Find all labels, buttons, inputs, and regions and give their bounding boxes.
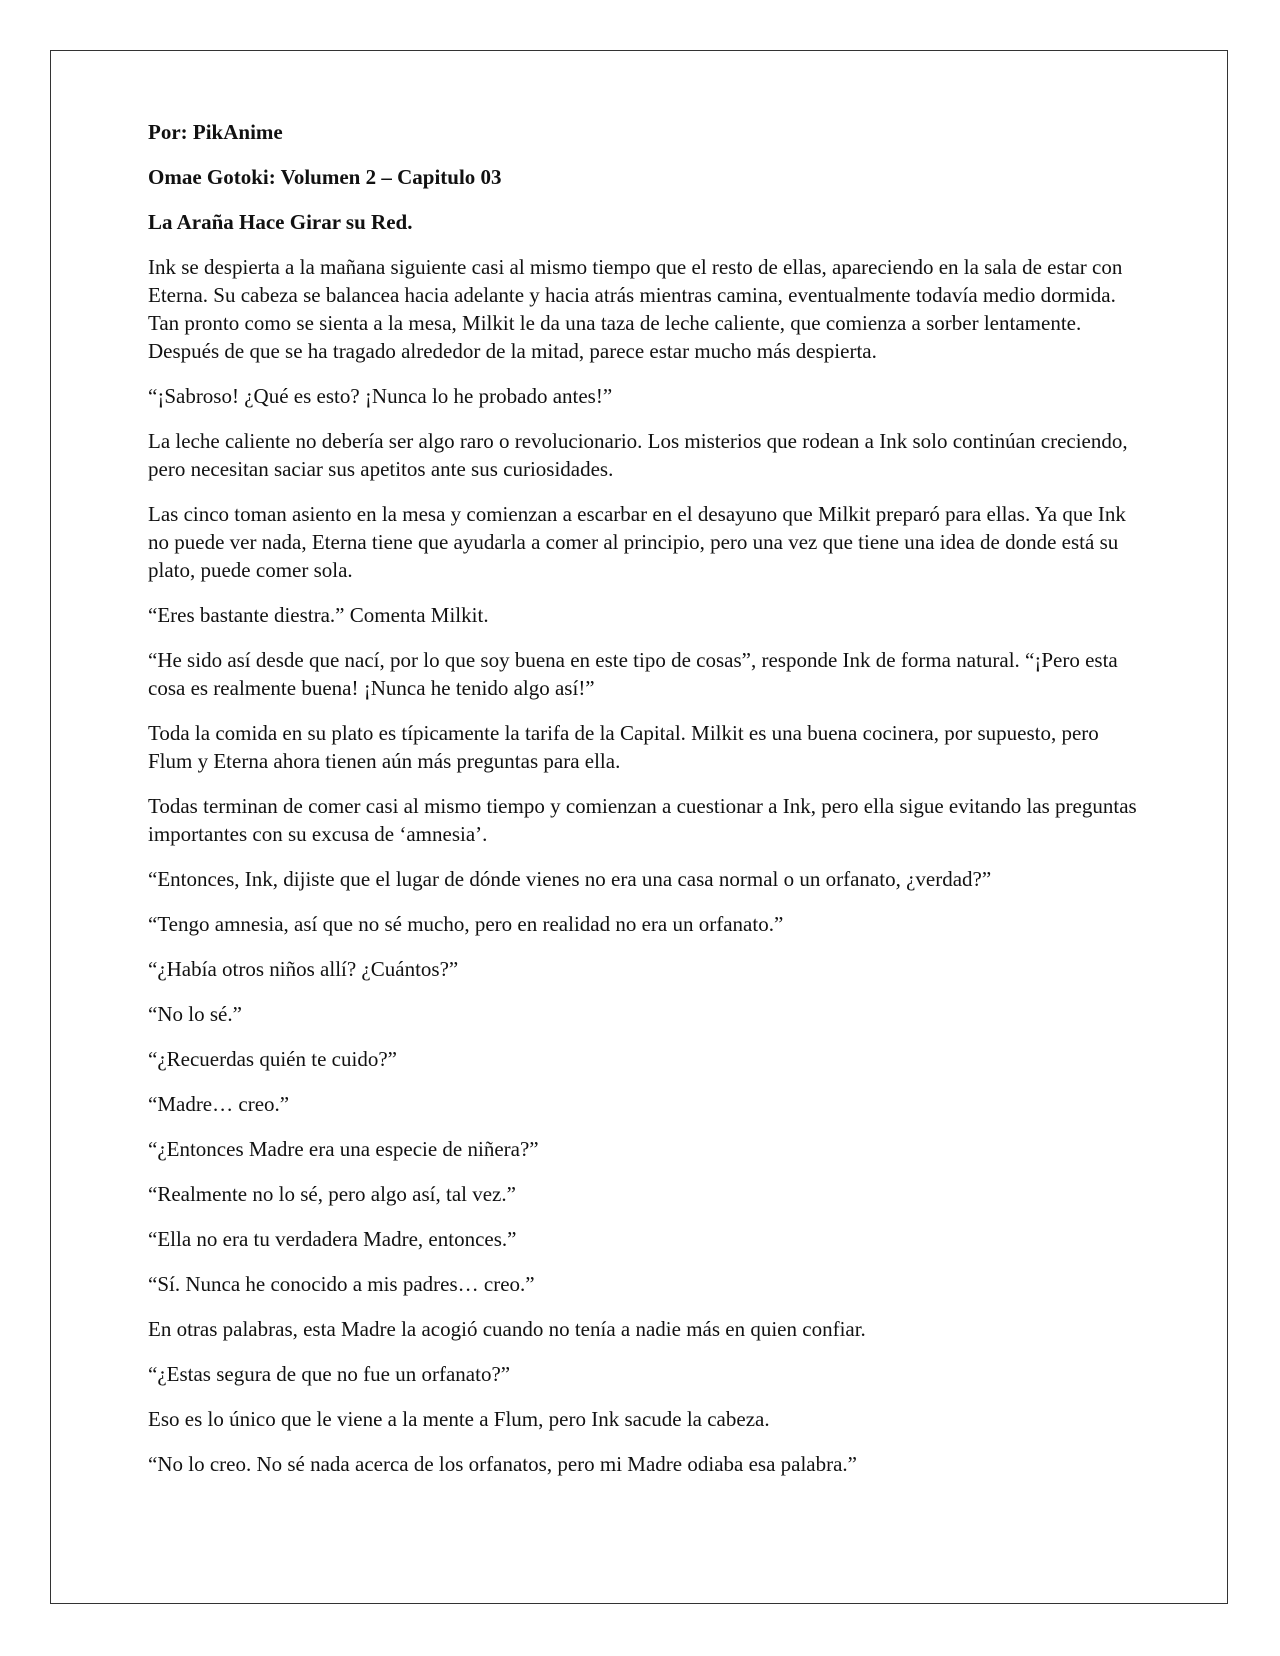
paragraph: “¡Sabroso! ¿Qué es esto? ¡Nunca lo he probado antes!” [148, 384, 613, 408]
paragraph: “Eres bastante diestra.” Comenta Milkit. [148, 603, 489, 627]
chapter-title: La Araña Hace Girar su Red. [148, 210, 413, 234]
paragraph: “¿Recuerdas quién te cuido?” [148, 1047, 397, 1071]
paragraph: Ink se despierta a la mañana siguiente casi al mismo tiempo que el resto de ellas, apareciendo en la sala de estar con Eterna. Su cabeza se balancea hacia adelante y hacia atrás mientras camina, eventualmente todavía medio dormida. Tan pronto como se sienta a la mesa, Milkit le da una taza de leche caliente, que comienza a sorber lentamente. Después de que se ha tragado alrededor de la mitad, parece estar mucho más despierta. [148, 255, 1123, 363]
paragraph: “Sí. Nunca he conocido a mis padres… creo.” [148, 1272, 535, 1296]
paragraph: “Madre… creo.” [148, 1092, 290, 1116]
author-line: Por: PikAnime [148, 120, 283, 144]
paragraph: “¿Estas segura de que no fue un orfanato?” [148, 1362, 511, 1386]
paragraph: “Tengo amnesia, así que no sé mucho, pero en realidad no era un orfanato.” [148, 912, 784, 936]
paragraph: “Entonces, Ink, dijiste que el lugar de dónde vienes no era una casa normal o un orfanato, ¿verdad?” [148, 867, 992, 891]
paragraph: “He sido así desde que nací, por lo que soy buena en este tipo de cosas”, responde Ink de forma natural. “¡Pero esta cosa es realmente buena! ¡Nunca he tenido algo así!” [148, 648, 1118, 700]
paragraph: Todas terminan de comer casi al mismo tiempo y comienzan a cuestionar a Ink, pero ella sigue evitando las preguntas importantes con su excusa de ‘amnesia’. [148, 794, 1137, 846]
paragraph: “¿Había otros niños allí? ¿Cuántos?” [148, 957, 459, 981]
paragraph: Toda la comida en su plato es típicamente la tarifa de la Capital. Milkit es una buena cocinera, por supuesto, pero Flum y Eterna ahora tienen aún más preguntas para ella. [148, 721, 1099, 773]
paragraph: “¿Entonces Madre era una especie de niñera?” [148, 1137, 539, 1161]
paragraph: “Realmente no lo sé, pero algo así, tal vez.” [148, 1182, 516, 1206]
paragraph: La leche caliente no debería ser algo raro o revolucionario. Los misterios que rodean a Ink solo continúan creciendo, pero necesitan saciar sus apetitos ante sus curiosidades. [148, 429, 1128, 481]
paragraph: “No lo creo. No sé nada acerca de los orfanatos, pero mi Madre odiaba esa palabra.” [148, 1452, 858, 1476]
paragraph: “Ella no era tu verdadera Madre, entonces.” [148, 1227, 517, 1251]
paragraph: Las cinco toman asiento en la mesa y comienzan a escarbar en el desayuno que Milkit preparó para ellas. Ya que Ink no puede ver nada, Eterna tiene que ayudarla a comer al principio, pero una vez que tiene una idea de donde está su plato, puede comer sola. [148, 502, 1126, 582]
paragraph: En otras palabras, esta Madre la acogió cuando no tenía a nadie más en quien confiar. [148, 1317, 866, 1341]
document-body [148, 118, 1138, 1495]
volume-line: Omae Gotoki: Volumen 2 – Capitulo 03 [148, 165, 502, 189]
paragraph: Eso es lo único que le viene a la mente a Flum, pero Ink sacude la cabeza. [148, 1407, 770, 1431]
paragraph: “No lo sé.” [148, 1002, 242, 1026]
